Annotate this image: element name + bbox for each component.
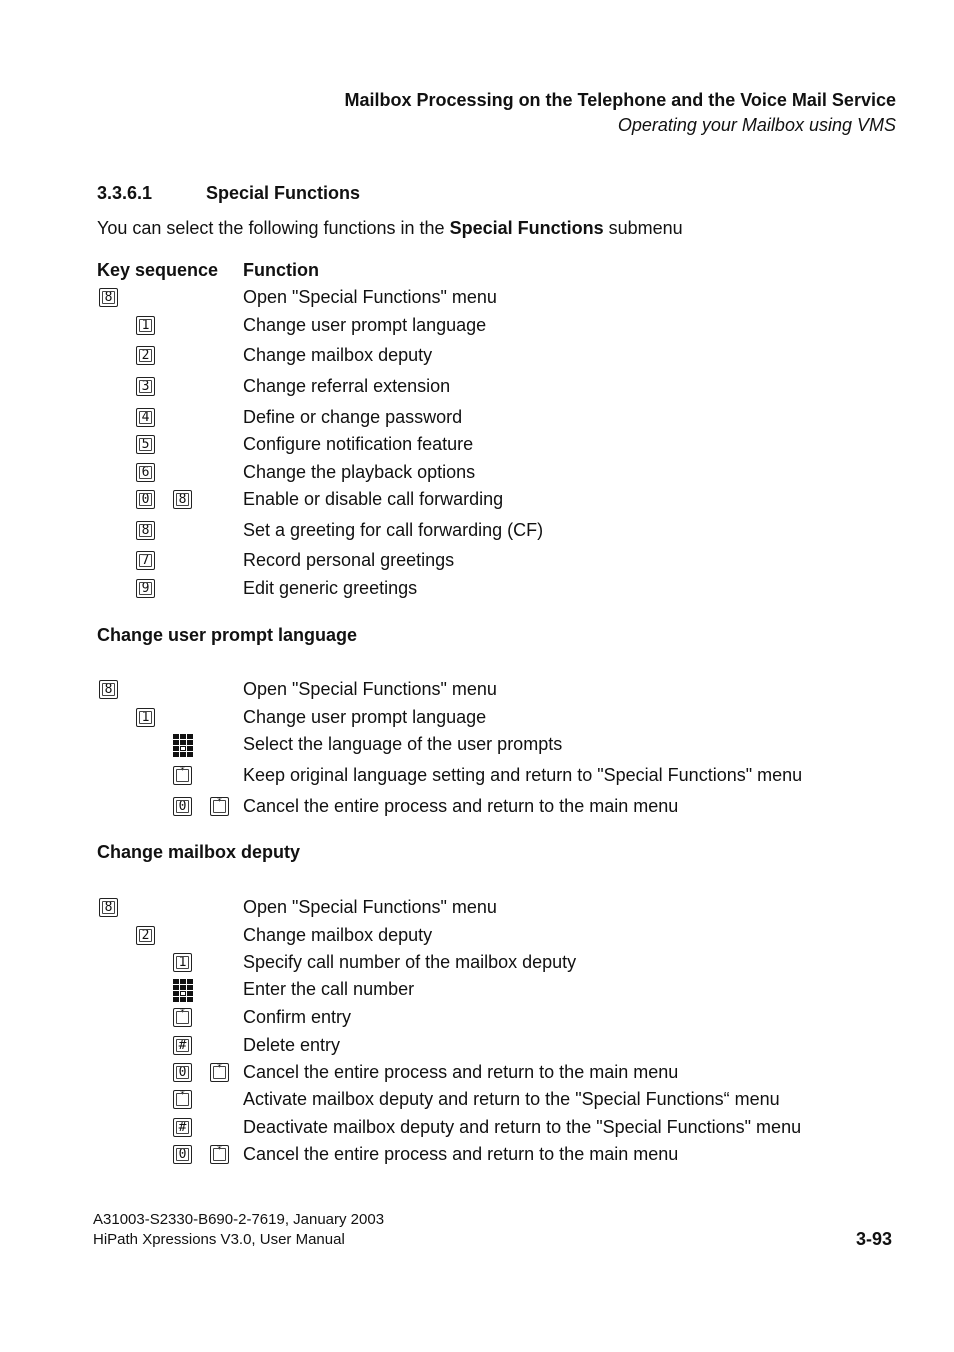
column-header-function: Function — [243, 260, 319, 280]
function-description: Change referral extension — [243, 376, 451, 396]
keypad-icon — [172, 733, 192, 757]
function-description: Open "Special Functions" menu — [243, 287, 497, 307]
key-0-icon: 0 — [136, 490, 155, 509]
function-description: Configure notification feature — [243, 434, 474, 454]
function-description: Enter the call number — [243, 979, 415, 999]
key-star-icon: * — [210, 797, 229, 816]
key-8-icon: 8 — [99, 680, 118, 699]
function-description: Change the playback options — [243, 462, 476, 482]
key-2-icon: 2 — [136, 346, 155, 365]
key-star-icon: * — [210, 1063, 229, 1082]
key-1-icon: 1 — [136, 316, 155, 335]
key-star-icon: * — [173, 766, 192, 785]
function-description: Define or change password — [243, 407, 463, 427]
function-description: Change user prompt language — [243, 707, 487, 727]
key-0-icon: 0 — [173, 797, 192, 816]
key-8-icon: 8 — [136, 521, 155, 540]
function-description: Cancel the entire process and return to the main menu — [243, 1144, 679, 1164]
key-1-icon: 1 — [136, 708, 155, 727]
function-description: Specify call number of the mailbox deputy — [243, 952, 577, 972]
key-star-icon: * — [210, 1145, 229, 1164]
key-hash-icon: # — [173, 1036, 192, 1055]
footer-manual: HiPath Xpressions V3.0, User Manual — [93, 1231, 345, 1248]
key-8-icon: 8 — [173, 490, 192, 509]
function-description: Record personal greetings — [243, 550, 455, 570]
key-6-icon: 6 — [136, 463, 155, 482]
key-9-icon: 9 — [136, 579, 155, 598]
intro-paragraph — [97, 218, 683, 239]
function-description: Change mailbox deputy — [243, 345, 433, 365]
function-description: Cancel the entire process and return to the main menu — [243, 1062, 679, 1082]
function-description: Cancel the entire process and return to the main menu — [243, 796, 679, 816]
running-header-title: Mailbox Processing on the Telephone and the Voice Mail Service — [344, 90, 896, 110]
subheading-deputy: Change mailbox deputy — [97, 842, 301, 862]
key-0-icon: 0 — [173, 1145, 192, 1164]
key-5-icon: 5 — [136, 435, 155, 454]
section-title: Special Functions — [206, 183, 361, 203]
key-2-icon: 2 — [136, 926, 155, 945]
page-number: 3-93 — [855, 1229, 892, 1249]
key-star-icon: * — [173, 1008, 192, 1027]
keypad-icon — [172, 978, 192, 1002]
intro-text-before: You can select the following functions in the — [97, 218, 450, 238]
function-description: Enable or disable call forwarding — [243, 489, 504, 509]
key-1-icon: 1 — [173, 953, 192, 972]
function-description: Delete entry — [243, 1035, 341, 1055]
key-hash-icon: # — [173, 1118, 192, 1137]
footer-doc-number: A31003-S2330-B690-2-7619, January 2003 — [93, 1211, 385, 1228]
function-description: Open "Special Functions" menu — [243, 897, 497, 917]
intro-text-bold: Special Functions — [449, 218, 604, 238]
key-3-icon: 3 — [136, 377, 155, 396]
function-description: Keep original language setting and return to "Special Functions" menu — [243, 765, 803, 785]
key-8-icon: 8 — [99, 288, 118, 307]
key-0-icon: 0 — [173, 1063, 192, 1082]
intro-text-after: submenu — [603, 218, 683, 238]
key-8-icon: 8 — [99, 898, 118, 917]
function-description: Select the language of the user prompts — [243, 734, 563, 754]
function-description: Open "Special Functions" menu — [243, 679, 497, 699]
function-description: Confirm entry — [243, 1007, 352, 1027]
column-header-key-sequence: Key sequence — [97, 260, 219, 280]
subheading-language: Change user prompt language — [97, 625, 358, 645]
function-description: Set a greeting for call forwarding (CF) — [243, 520, 544, 540]
key-7-icon: 7 — [136, 551, 155, 570]
function-description: Activate mailbox deputy and return to the "Special Functions“ menu — [243, 1089, 780, 1109]
key-4-icon: 4 — [136, 408, 155, 427]
function-description: Change user prompt language — [243, 315, 487, 335]
function-description: Change mailbox deputy — [243, 925, 433, 945]
function-description: Edit generic greetings — [243, 578, 418, 598]
running-header-subtitle: Operating your Mailbox using VMS — [617, 115, 896, 135]
key-star-icon: * — [173, 1090, 192, 1109]
section-number: 3.3.6.1 — [97, 183, 153, 203]
function-description: Deactivate mailbox deputy and return to the "Special Functions" menu — [243, 1117, 802, 1137]
